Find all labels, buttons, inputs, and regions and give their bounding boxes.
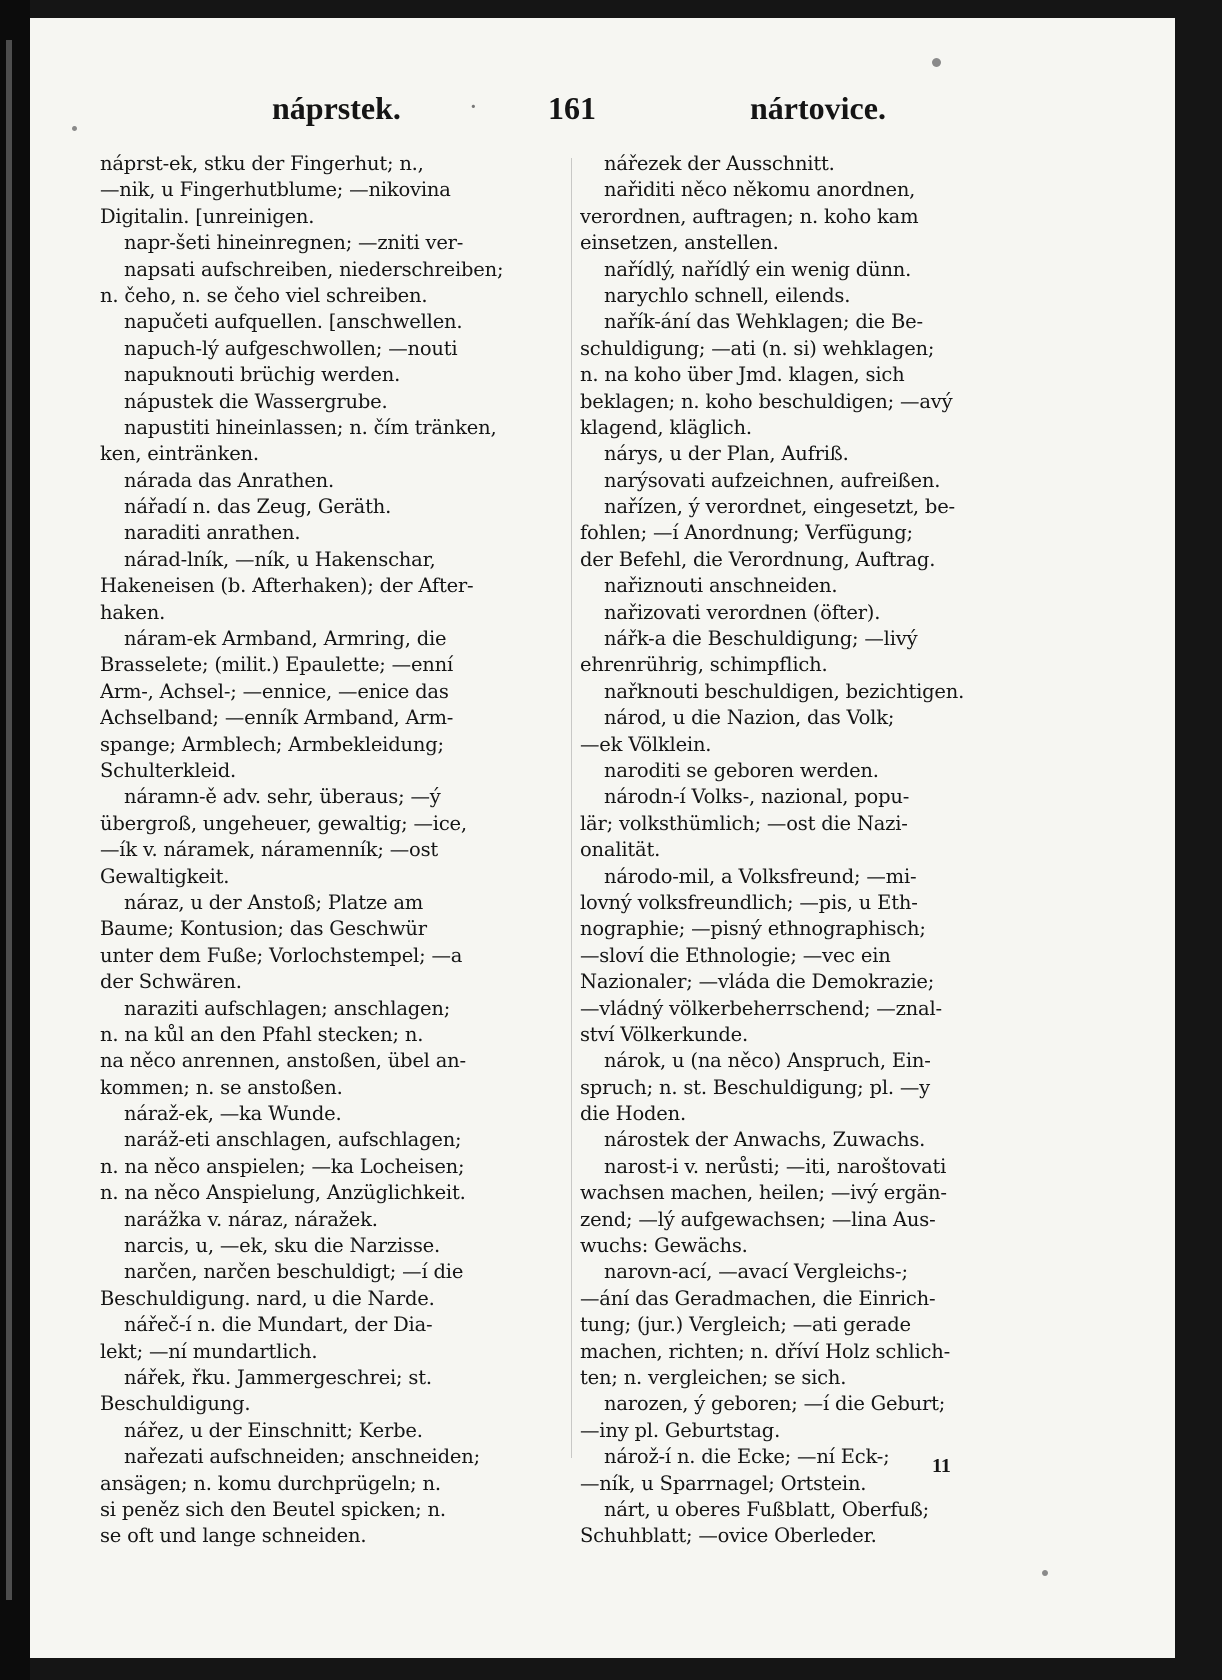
entry-line: narcis, u, —ek, sku die Narzisse. <box>124 1234 440 1258</box>
entry-line: zend; —lý aufgewachsen; —lina Aus- <box>580 1207 936 1231</box>
entry-line: napustiti hineinlassen; n. čím tränken, <box>124 415 497 439</box>
entry-line: si peněz sich den Beutel spicken; n. <box>100 1497 446 1521</box>
entry-line: se oft und lange schneiden. <box>100 1524 367 1548</box>
entry-line: narovn-ací, —avací Vergleichs-; <box>604 1260 908 1284</box>
entry-line: schuldigung; —ati (n. si) wehklagen; <box>580 336 935 360</box>
entry-line: haken. <box>100 600 166 624</box>
book-gutter-edge <box>0 0 30 1680</box>
entry-line: narýsovati aufzeichnen, aufreißen. <box>604 468 941 492</box>
entry-line: nařezati aufschneiden; anschneiden; <box>124 1445 480 1469</box>
entry-line: Digitalin. [unreinigen. <box>100 204 315 228</box>
entry-line: na něco anrennen, anstoßen, übel an- <box>100 1049 466 1073</box>
entry-line: nárostek der Anwachs, Zuwachs. <box>604 1128 926 1152</box>
entry-line: Beschuldigung. nard, u die Narde. <box>100 1286 435 1310</box>
entry-line: —ník, u Sparrnagel; Ortstein. <box>580 1471 867 1495</box>
entry-line: narážka v. náraz, náražek. <box>124 1207 378 1231</box>
entry-line: napuknouti brüchig werden. <box>124 363 401 387</box>
entry-line: nařizovati verordnen (öfter). <box>604 600 881 624</box>
entry-line: ehrenrührig, schimpflich. <box>580 653 828 677</box>
entry-line: ansägen; n. komu durchprügeln; n. <box>100 1471 441 1495</box>
entry-line: nařiznouti anschneiden. <box>604 574 838 598</box>
entry-line: nářeč-í n. die Mundart, der Dia- <box>124 1313 433 1337</box>
entry-line: n. čeho, n. se čeho viel schreiben. <box>100 283 428 307</box>
entry-line: naraziti aufschlagen; anschlagen; <box>124 996 451 1020</box>
page-number: 161 <box>548 90 596 126</box>
entry-line: nařízen, ý verordnet, eingesetzt, be- <box>604 495 955 519</box>
entry-line: lär; volksthümlich; —ost die Nazi- <box>580 811 908 835</box>
entry-line: spruch; n. st. Beschuldigung; pl. —y <box>580 1075 930 1099</box>
entry-line: die Hoden. <box>580 1102 686 1126</box>
entry-line: narozen, ý geboren; —í die Geburt; <box>604 1392 946 1416</box>
entry-line: n. na něco anspielen; —ka Locheisen; <box>100 1154 465 1178</box>
entry-line: n. na koho über Jmd. klagen, sich <box>580 363 905 387</box>
entry-line: napuch-lý aufgeschwollen; —nouti <box>124 336 458 360</box>
entry-line: kommen; n. se anstoßen. <box>100 1075 343 1099</box>
entry-line: nárt, u oberes Fußblatt, Oberfuß; <box>604 1497 929 1521</box>
entry-line: napsati aufschreiben, niederschreiben; <box>124 257 504 281</box>
entry-line: beklagen; n. koho beschuldigen; —avý <box>580 389 953 413</box>
entry-line: národo-mil, a Volksfreund; —mi- <box>604 864 917 888</box>
entry-line: fohlen; —í Anordnung; Verfügung; <box>580 521 913 545</box>
entry-line: Hakeneisen (b. Afterhaken); der After- <box>100 574 474 598</box>
entry-line: naráž-eti anschlagen, aufschlagen; <box>124 1128 462 1152</box>
entry-line: einsetzen, anstellen. <box>580 231 779 255</box>
entry-line: wachsen machen, heilen; —ivý ergän- <box>580 1181 947 1205</box>
entry-line: nářk-a die Beschuldigung; —livý <box>604 627 918 651</box>
entry-line: unter dem Fuße; Vorlochstempel; —a <box>100 943 463 967</box>
entry-line: der Schwären. <box>100 970 242 994</box>
paper-speck <box>72 126 77 131</box>
entry-line: —ání das Geradmachen, die Einrich- <box>580 1286 936 1310</box>
entry-line: klagend, kläglich. <box>580 415 752 439</box>
entry-line: —ek Völklein. <box>580 732 712 756</box>
entry-line: náraž-ek, —ka Wunde. <box>124 1102 342 1126</box>
entry-line: Beschuldigung. <box>100 1392 251 1416</box>
entry-line: ten; n. vergleichen; se sich. <box>580 1365 847 1389</box>
entry-line: naroditi se geboren werden. <box>604 758 879 782</box>
entry-line: wuchs: Gewächs. <box>580 1234 748 1258</box>
entry-line: n. na kůl an den Pfahl stecken; n. <box>100 1022 424 1046</box>
entry-line: —iny pl. Geburtstag. <box>580 1418 781 1442</box>
dictionary-page <box>30 18 1175 1658</box>
entry-line: —vládný völkerbeherrschend; —znal- <box>580 996 942 1020</box>
entry-line: nographie; —pisný ethnographisch; <box>580 917 926 941</box>
entry-line: ství Völkerkunde. <box>580 1022 748 1046</box>
header-first-entry: náprstek. <box>272 90 401 126</box>
entry-line: narost-i v. nerůsti; —iti, naroštovati <box>604 1154 947 1178</box>
entry-line: nárož-í n. die Ecke; —ní Eck-; <box>604 1445 890 1469</box>
entry-line: Achselband; —enník Armband, Arm- <box>100 706 454 730</box>
entry-line: —nik, u Fingerhutblume; —nikovina <box>100 178 451 202</box>
entry-line: národ, u die Nazion, das Volk; <box>604 706 895 730</box>
entry-line: náprst-ek, stku der Fingerhut; n., <box>100 152 424 175</box>
entry-line: náram-ek Armband, Armring, die <box>124 627 447 651</box>
entry-line: narychlo schnell, eilends. <box>604 283 851 307</box>
entry-line: Schulterkleid. <box>100 758 237 782</box>
entry-line: Gewaltigkeit. <box>100 864 230 888</box>
entry-line: Baume; Kontusion; das Geschwür <box>100 917 427 941</box>
entry-line: národn-í Volks-, nazional, popu- <box>604 785 910 809</box>
entry-line: der Befehl, die Verordnung, Auftrag. <box>580 547 936 571</box>
entry-line: lekt; —ní mundartlich. <box>100 1339 318 1363</box>
entry-line: übergroß, ungeheuer, gewaltig; —ice, <box>100 811 467 835</box>
entry-line: náramn-ě adv. sehr, überaus; —ý <box>124 785 441 809</box>
entry-line: machen, richten; n. dříví Holz schlich- <box>580 1339 950 1363</box>
header-ornament: · <box>470 96 477 118</box>
entry-line: nárys, u der Plan, Aufriß. <box>604 442 849 466</box>
entry-line: nářez, u der Einschnitt; Kerbe. <box>124 1418 423 1442</box>
entry-line: nářadí n. das Zeug, Geräth. <box>124 495 392 519</box>
entry-line: nařídlý, nařídlý ein wenig dünn. <box>604 257 912 281</box>
entry-line: ken, eintränken. <box>100 442 259 466</box>
entry-line: naraditi anrathen. <box>124 521 301 545</box>
entry-line: nárada das Anrathen. <box>124 468 335 492</box>
entry-line: nářek, řku. Jammergeschrei; st. <box>124 1365 432 1389</box>
entry-line: nařiditi něco někomu anordnen, <box>604 178 916 202</box>
entry-line: tung; (jur.) Vergleich; —ati gerade <box>580 1313 911 1337</box>
entry-line: Schuhblatt; —ovice Oberleder. <box>580 1524 877 1548</box>
paper-speck <box>932 58 941 67</box>
running-header <box>30 90 1175 140</box>
entry-line: n. na něco Anspielung, Anzüglichkeit. <box>100 1181 466 1205</box>
entry-line: lovný volksfreundlich; —pis, u Eth- <box>580 890 918 914</box>
entry-line: Brasselete; (milit.) Epaulette; —enní <box>100 653 454 677</box>
entry-line: nárad-lník, —ník, u Hakenschar, <box>124 547 436 571</box>
entry-line: nářezek der Ausschnitt. <box>604 152 835 175</box>
entry-line: —sloví die Ethnologie; —vec ein <box>580 943 891 967</box>
entry-line: nařík-ání das Wehklagen; die Be- <box>604 310 923 334</box>
entry-line: napr-šeti hineinregnen; —zniti ver- <box>124 231 464 255</box>
paper-speck <box>1042 1570 1048 1576</box>
entry-line: —ík v. náramek, náramenník; —ost <box>100 838 439 862</box>
entry-line: nárok, u (na něco) Anspruch, Ein- <box>604 1049 931 1073</box>
signature-mark: 11 <box>932 1455 951 1477</box>
left-column <box>100 151 590 1550</box>
entry-line: nápustek die Wassergrube. <box>124 389 388 413</box>
entry-line: narčen, narčen beschuldigt; —í die <box>124 1260 464 1284</box>
entry-line: onalität. <box>580 838 661 862</box>
entry-line: verordnen, auftragen; n. koho kam <box>580 204 919 228</box>
right-column <box>580 151 1085 1550</box>
entry-line: Arm-, Achsel-; —ennice, —enice das <box>100 679 449 703</box>
entry-line: Nazionaler; —vláda die Demokrazie; <box>580 970 935 994</box>
header-last-entry: nártovice. <box>750 90 886 126</box>
entry-line: náraz, u der Anstoß; Platze am <box>124 890 424 914</box>
entry-line: napučeti aufquellen. [anschwellen. <box>124 310 463 334</box>
entry-line: spange; Armblech; Armbekleidung; <box>100 732 444 756</box>
entry-line: nařknouti beschuldigen, bezichtigen. <box>604 679 965 703</box>
